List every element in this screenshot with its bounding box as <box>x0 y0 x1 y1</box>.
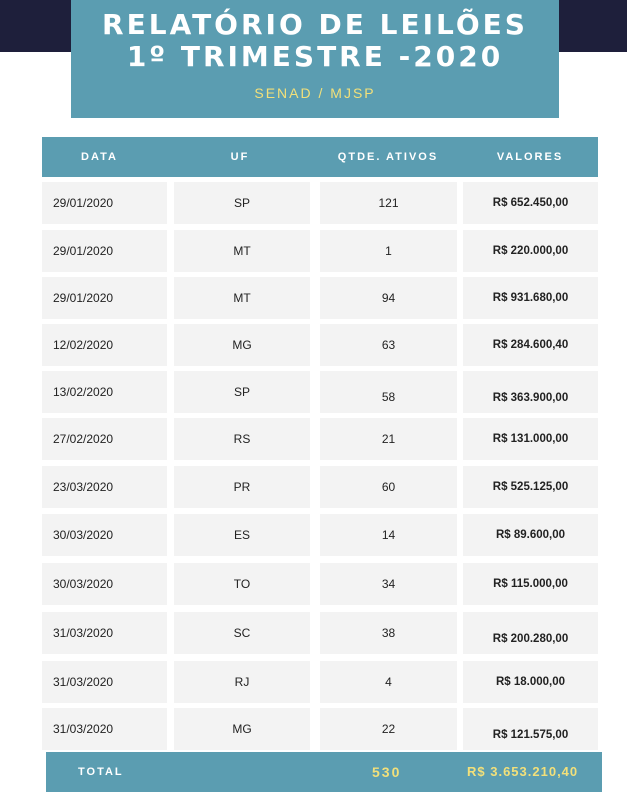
cell-uf: MT <box>174 230 310 272</box>
report-title-line-1: RELATÓRIO DE LEILÕES <box>102 8 528 41</box>
cell-qty: 4 <box>320 661 457 703</box>
cell-uf: RS <box>174 418 310 460</box>
cell-date: 29/01/2020 <box>42 230 167 272</box>
cell-qty: 94 <box>320 277 457 319</box>
cell-date: 30/03/2020 <box>42 514 167 556</box>
total-label: TOTAL <box>78 766 124 778</box>
cell-uf: TO <box>174 563 310 605</box>
cell-date: 31/03/2020 <box>42 708 167 750</box>
cell-uf: MT <box>174 277 310 319</box>
cell-uf: SC <box>174 612 310 654</box>
cell-value: R$ 220.000,00 <box>463 230 598 272</box>
cell-date: 29/01/2020 <box>42 277 167 319</box>
table-header <box>42 137 598 177</box>
cell-qty: 63 <box>320 324 457 366</box>
cell-qty: 21 <box>320 418 457 460</box>
cell-date: 23/03/2020 <box>42 466 167 508</box>
cell-value: R$ 652.450,00 <box>463 182 598 224</box>
cell-value: R$ 931.680,00 <box>463 277 598 319</box>
cell-date: 30/03/2020 <box>42 563 167 605</box>
cell-uf: SP <box>174 182 310 224</box>
cell-qty: 34 <box>320 563 457 605</box>
cell-date: 27/02/2020 <box>42 418 167 460</box>
cell-date: 12/02/2020 <box>42 324 167 366</box>
cell-value: R$ 121.575,00 <box>463 708 598 750</box>
cell-value: R$ 200.280,00 <box>463 612 598 654</box>
cell-uf: RJ <box>174 661 310 703</box>
cell-value: R$ 525.125,00 <box>463 466 598 508</box>
total-qty: 530 <box>372 764 402 780</box>
cell-uf: MG <box>174 324 310 366</box>
cell-qty: 22 <box>320 708 457 750</box>
cell-value: R$ 115.000,00 <box>463 563 598 605</box>
header-qty: QTDE. ATIVOS <box>337 151 439 163</box>
total-row <box>46 752 602 792</box>
cell-uf: MG <box>174 708 310 750</box>
cell-uf: SP <box>174 371 310 413</box>
cell-date: 13/02/2020 <box>42 371 167 413</box>
cell-value: R$ 89.600,00 <box>463 514 598 556</box>
total-value: R$ 3.653.210,40 <box>467 764 579 779</box>
cell-value: R$ 18.000,00 <box>463 661 598 703</box>
cell-qty: 14 <box>320 514 457 556</box>
cell-date: 29/01/2020 <box>42 182 167 224</box>
report-title-line-2: 1º TRIMESTRE -2020 <box>126 40 504 73</box>
cell-date: 31/03/2020 <box>42 661 167 703</box>
cell-qty: 121 <box>320 182 457 224</box>
cell-qty: 38 <box>320 612 457 654</box>
cell-uf: ES <box>174 514 310 556</box>
cell-uf: PR <box>174 466 310 508</box>
header-date: DATA <box>81 151 118 163</box>
cell-qty: 60 <box>320 466 457 508</box>
cell-qty: 1 <box>320 230 457 272</box>
header-value: VALORES <box>496 151 564 163</box>
cell-value: R$ 363.900,00 <box>463 371 598 413</box>
header-uf: UF <box>230 151 250 163</box>
cell-date: 31/03/2020 <box>42 612 167 654</box>
cell-value: R$ 284.600,40 <box>463 324 598 366</box>
cell-value: R$ 131.000,00 <box>463 418 598 460</box>
report-title-box <box>71 0 559 118</box>
report-subtitle: SENAD / MJSP <box>254 85 376 101</box>
cell-qty: 58 <box>320 371 457 413</box>
